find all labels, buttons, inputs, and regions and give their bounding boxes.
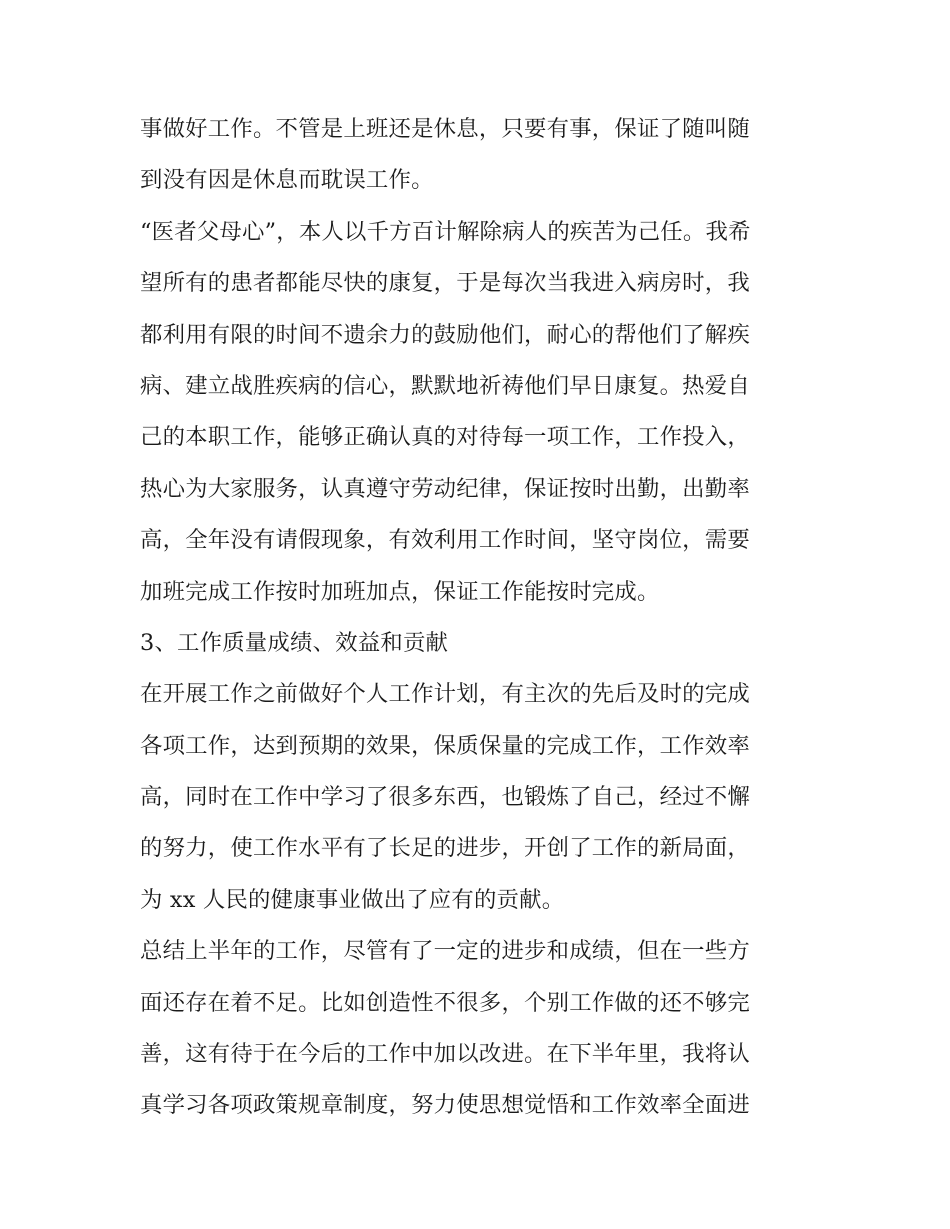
text-line: 总结上半年的工作，尽管有了一定的进步和成绩，但在一些方 (140, 938, 750, 965)
document-body (140, 104, 820, 1132)
text-line: 面还存在着不足。比如创造性不很多，个别工作做的还不够完 (140, 989, 750, 1016)
text-line: 热心为大家服务，认真遵守劳动纪律，保证按时出勤，出勤率 (140, 475, 750, 502)
text-line: 善，这有待于在今后的工作中加以改进。在下半年里，我将认 (140, 1041, 750, 1068)
text-line: 望所有的患者都能尽快的康复，于是每次当我进入病房时，我 (140, 270, 750, 297)
text-line: 加班完成工作按时加班加点，保证工作能按时完成。 (140, 578, 660, 605)
text-line: 病、建立战胜疾病的信心，默默地祈祷他们早日康复。热爱自 (140, 372, 750, 399)
text-line: 的努力，使工作水平有了长足的进步，开创了工作的新局面， (140, 835, 750, 862)
text-line: 事做好工作。不管是上班还是休息，只要有事，保证了随叫随 (140, 116, 750, 142)
text-line: 为 xx 人民的健康事业做出了应有的贡献。 (140, 886, 565, 913)
text-line: 各项工作，达到预期的效果，保质保量的完成工作，工作效率 (140, 732, 750, 759)
text-line: 在开展工作之前做好个人工作计划，有主次的先后及时的完成 (140, 681, 750, 708)
text-line: “医者父母心”，本人以千方百计解除病人的疾苦为己任。我希 (140, 218, 751, 245)
text-line: 都利用有限的时间不遗余力的鼓励他们，耐心的帮他们了解疾 (140, 321, 750, 348)
text-line: 己的本职工作，能够正确认真的对待每一项工作，工作投入， (140, 424, 750, 451)
text-line: 高，同时在工作中学习了很多东西，也锻炼了自己，经过不懈 (140, 784, 750, 811)
text-line: 真学习各项政策规章制度，努力使思想觉悟和工作效率全面进 (140, 1092, 750, 1119)
text-line: 高，全年没有请假现象，有效利用工作时间，坚守岗位，需要 (140, 527, 750, 554)
section-heading: 3、工作质量成绩、效益和贡献 (140, 629, 449, 656)
text-line: 到没有因是休息而耽误工作。 (140, 167, 434, 194)
